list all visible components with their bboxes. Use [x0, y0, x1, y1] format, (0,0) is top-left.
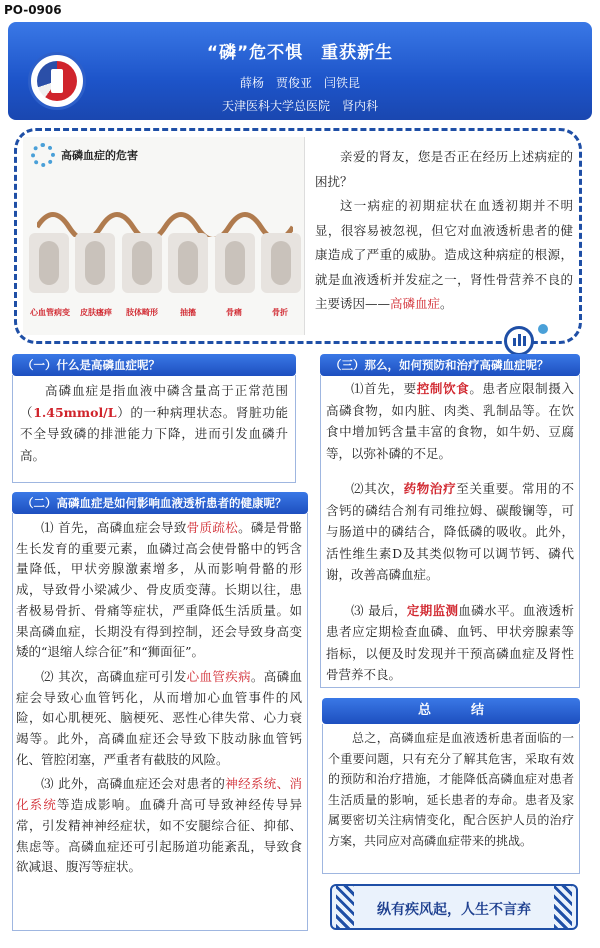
highlight-term: 神经系统、消化系统	[16, 776, 302, 813]
poster-authors: 薛杨 贾俊亚 闫铁昆	[239, 76, 360, 90]
section3-heading: （三）那么，如何预防和治疗高磷血症呢？	[320, 354, 580, 376]
normal-range-value: 1.45mmol/L	[33, 404, 117, 420]
symptom-label: 抽搐	[180, 308, 196, 317]
section2-paragraph: ⑵ 其次，高磷血症可引发心血管疾病。高磷血症会导致心血管钙化，从而增加心血管事件的风险，如心肌梗死、脑梗死、恶性心律失常、心力衰竭等。此外，高磷血症还会导致下肢动脉血管钙化、管腔闭塞，严重者有截肢的风险。	[16, 668, 302, 767]
section3-paragraph: ⑴首先，要控制饮食。患者应限制摄入高磷食物，如内脏、肉类、乳制品等。在饮食中增加钙含量丰富的食物，如牛奶、豆腐等，以弥补磷的不足。	[326, 381, 574, 461]
poster-title: “磷”危不惧 重获新生	[206, 43, 394, 63]
section1-body	[20, 380, 288, 466]
section3-paragraph: ⑶ 最后，定期监测血磷水平。血液透析患者应定期检查血磷、血钙、甲状旁腺素等指标，以便及时发现并干预高磷血症及肾性骨营养不良。	[326, 602, 574, 682]
section2-body	[16, 518, 302, 878]
convulsion-image-icon	[168, 233, 208, 293]
symptom-label: 皮肤瘙痒	[80, 308, 112, 317]
intro-paragraph: 亲爱的肾友，您是否正在经历上述病症的困扰？	[315, 149, 573, 189]
poster-header	[8, 22, 592, 120]
highlight-term: 控制饮食	[416, 381, 470, 396]
highlight-term: 药物治疗	[403, 481, 457, 496]
highlight-term: 心血管疾病	[186, 668, 251, 684]
bone-pain-image-icon	[215, 233, 255, 293]
itching-image-icon	[75, 233, 115, 293]
intro-panel	[14, 128, 582, 344]
section1-heading: （一）什么是高磷血症呢？	[12, 354, 296, 376]
symptom-labels	[27, 307, 303, 318]
poster-id: PO-0906	[4, 3, 62, 17]
slogan-banner	[330, 884, 578, 930]
hand-deformity-image-icon	[122, 233, 162, 293]
section3-body	[326, 378, 574, 686]
symptom-label: 肢体畸形	[126, 308, 158, 317]
section2-paragraph: ⑴ 首先，高磷血症会导致骨质疏松。磷是骨骼生长发育的重要元素，血磷过高会使骨骼中的钙含量降低，甲状旁腺激素增多，从而影响骨骼的形成，导致骨小梁减少、骨皮质变薄。长期以往，患者极易骨折、骨痛等症状，严重降低生活质量。如果高磷血症，长期没有得到控制，还会导致身高变矮的“退缩人综合征”和“狮面征”。	[16, 520, 302, 660]
intro-text	[315, 145, 573, 317]
slogan-text: 纵有疾风起，人生不言弃	[377, 902, 531, 918]
decorative-dot-icon	[538, 324, 548, 334]
section1-paragraph: 高磷血症是指血液中磷含量高于正常范围（1.45mmol/L）的一种病理状态。肾脏功能不全导致磷的排泄能力下降，进而引发血磷升高。	[20, 383, 288, 463]
symptom-illustration	[23, 137, 305, 335]
fracture-image-icon	[261, 233, 301, 293]
symptom-label: 骨折	[272, 308, 288, 317]
bar-chart-icon	[504, 326, 534, 356]
section2-heading: （二）高磷血症是如何影响血液透析患者的健康呢？	[12, 492, 308, 514]
wave-decoration-icon	[37, 197, 293, 237]
symptom-label: 心血管病变	[30, 308, 70, 317]
summary-heading: 总结	[322, 698, 580, 724]
intro-paragraph: 这一病症的初期症状在血透初期并不明显，很容易被忽视，但它对血液透析患者的健康造成了严重的威胁。造成这种病症的根源，就是血液透析并发症之一，肾性骨营养不良的主要诱因——高磷血症。	[315, 198, 573, 311]
highlight-term: 高磷血症	[390, 296, 441, 311]
summary-body	[328, 728, 574, 851]
heart-image-icon	[29, 233, 69, 293]
highlight-term: 定期监测	[406, 602, 459, 618]
symptom-images	[29, 233, 301, 303]
section3-paragraph: ⑵其次，药物治疗至关重要。常用的不含钙的磷结合剂有司维拉姆、碳酸镧等，可与肠道中的磷结合，降低磷的吸收。此外，活性维生素D及其类似物可以调节钙、磷代谢，改善高磷血症。	[326, 481, 574, 582]
section2-paragraph: ⑶ 此外，高磷血症还会对患者的神经系统、消化系统等造成影响。血磷升高可导致神经传导异常，引发精神神经症状，如不安腿综合征、抑郁、焦虑等。高磷血症还可引起肠道功能紊乱，导致食欲减退、腹泻等症状。	[16, 776, 302, 875]
summary-paragraph: 总之，高磷血症是血液透析患者面临的一个重要问题，只有充分了解其危害，采取有效的预防和治疗措施，才能降低高磷血症对患者生活质量的影响，延长患者的寿命。患者及家属要密切关注病情变化，配合医护人员的治疗方案，共同应对高磷血症带来的挑战。	[328, 731, 574, 848]
illustration-title: 高磷血症的危害	[61, 149, 138, 162]
symptom-label: 骨痛	[226, 308, 242, 317]
highlight-term: 骨质疏松	[186, 520, 239, 535]
poster-affiliation: 天津医科大学总医院 肾内科	[221, 99, 378, 113]
gear-icon	[31, 143, 55, 167]
